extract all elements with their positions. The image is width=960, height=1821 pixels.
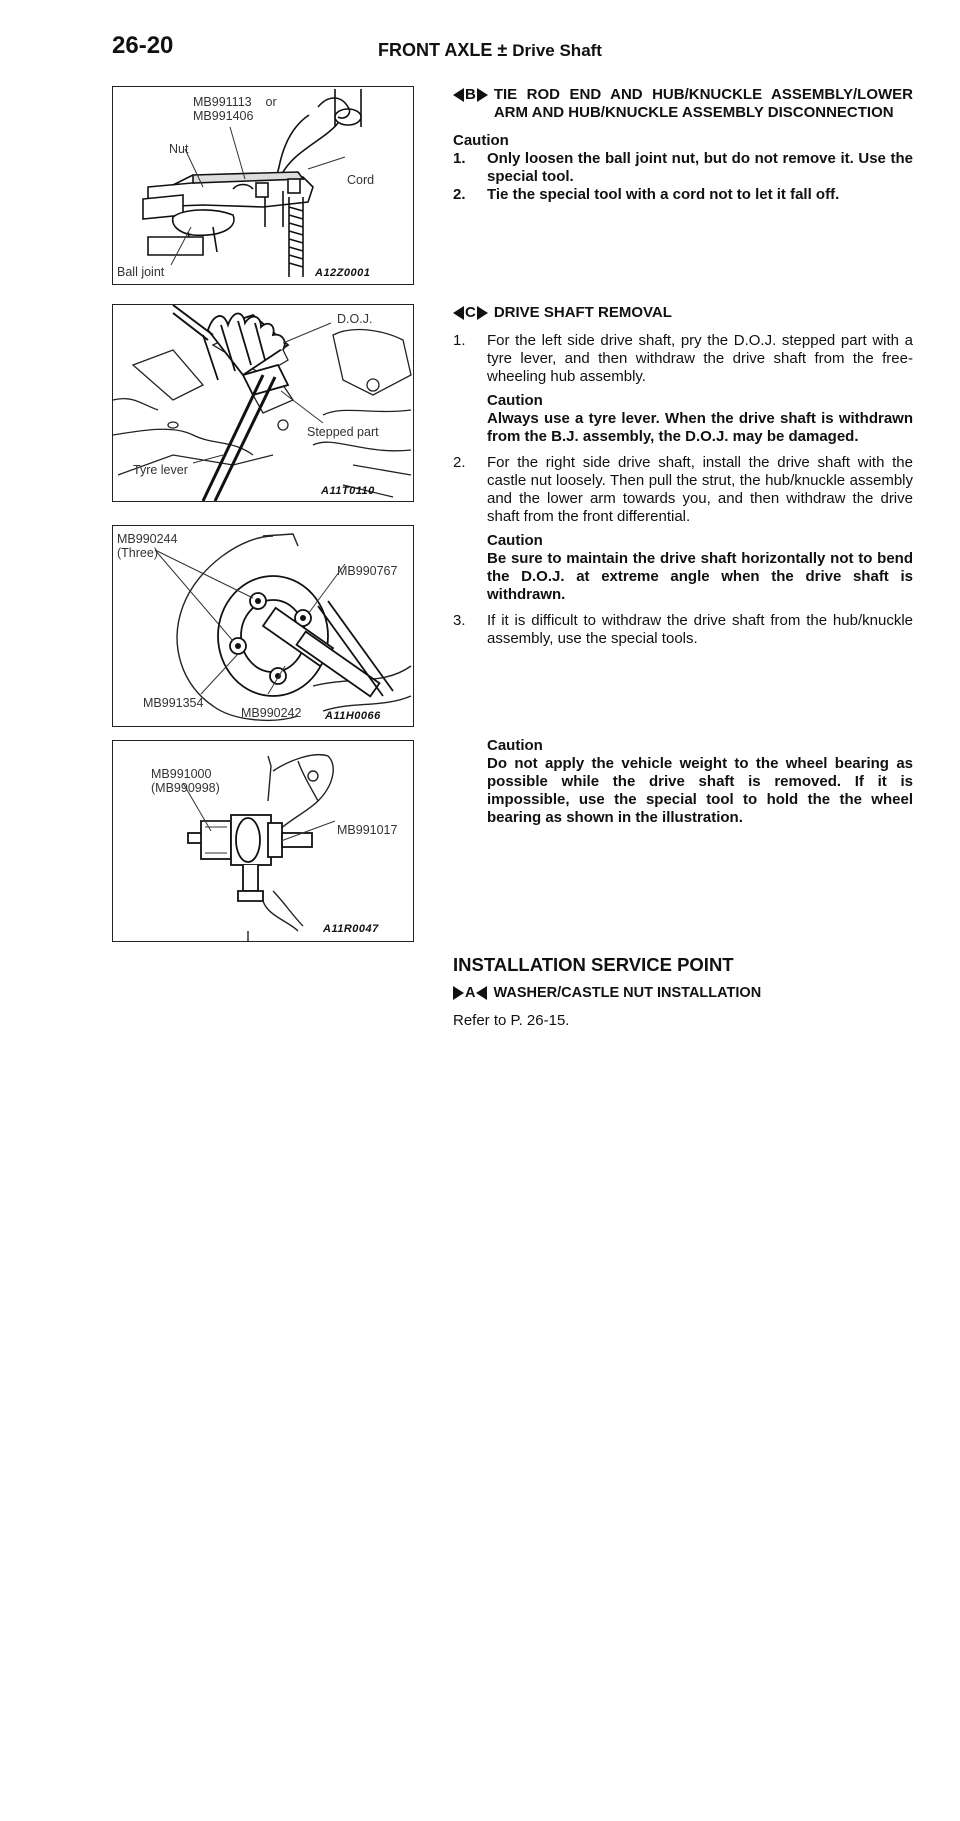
section-c-heading	[453, 304, 913, 322]
figure-code: A12Z0001	[315, 267, 371, 279]
step-2	[453, 454, 913, 526]
figure-tyre-lever	[112, 304, 414, 502]
installation-subheading	[453, 984, 913, 1002]
figure-puller-tools	[112, 525, 414, 727]
installation-heading: INSTALLATION SERVICE POINT	[453, 954, 734, 975]
step-number: 3.	[453, 612, 466, 629]
caution-text: Do not apply the vehicle weight to the wheel bearing as possible while the drive shaft is removed. If it is impossible, use the special tool to hold the the wheel bearing as shown in the illustration.	[487, 755, 913, 826]
step-text: For the right side drive shaft, install the drive shaft with the castle nut loosely. Then pull the strut, the hub/knuckle assembly and the lower arm towards you, and then withdraw the drive shaft from the front differential.	[487, 454, 913, 525]
item-number: 1.	[453, 150, 466, 167]
caution-label: Caution	[487, 532, 543, 549]
page-subtitle: Drive Shaft	[512, 41, 602, 60]
installation-subtitle: WASHER/CASTLE NUT INSTALLATION	[493, 985, 762, 1001]
step-3	[453, 612, 913, 648]
caution-text: Be sure to maintain the drive shaft horizontally not to bend the D.O.J. at extreme angle when the drive shaft is withdrawn.	[487, 550, 913, 603]
figure-code: A11R0047	[323, 923, 379, 935]
list-item	[453, 186, 913, 204]
section-marker	[453, 304, 488, 322]
label-mb990244: MB990244 (Three)	[117, 532, 178, 560]
label-mb991017: MB991017	[337, 823, 398, 837]
item-number: 2.	[453, 186, 466, 203]
label-mb991354: MB991354	[143, 696, 204, 710]
step-1	[453, 332, 913, 386]
page-title	[378, 40, 602, 61]
section-b-heading	[453, 86, 913, 122]
step-number: 2.	[453, 454, 466, 471]
list-item	[453, 150, 913, 186]
figure-bearing-holder	[112, 740, 414, 942]
label-cord: Cord	[347, 173, 375, 187]
arrow-right-icon	[477, 306, 488, 320]
installation-section	[453, 956, 913, 1030]
section-c-title: DRIVE SHAFT REMOVAL	[493, 304, 672, 321]
label-nut: Nut	[169, 142, 189, 156]
section-letter: C	[465, 304, 476, 321]
section-letter: A	[465, 985, 476, 1001]
step-number: 1.	[453, 332, 466, 349]
label-tool-mb991113: MB991113 or MB991406	[193, 95, 277, 123]
step-text: If it is difficult to withdraw the drive shaft from the hub/knuckle assembly, use the special tools.	[487, 612, 913, 647]
arrow-right-icon	[477, 88, 488, 102]
caution-text: Always use a tyre lever. When the drive shaft is withdrawn from the B.J. assembly, the D.O.J. may be damaged.	[487, 410, 913, 445]
caution-label: Caution	[487, 392, 543, 409]
section-c	[453, 304, 913, 648]
label-mb990242: MB990242	[241, 706, 302, 720]
figure-code: A11T0110	[321, 485, 375, 497]
caution-label: Caution	[453, 132, 509, 149]
figure-ball-joint-tool	[112, 86, 414, 285]
caution-label: Caution	[487, 737, 543, 754]
page-title-main: FRONT AXLE ±	[378, 40, 513, 60]
item-text: Only loosen the ball joint nut, but do not remove it. Use the special tool.	[487, 150, 913, 185]
page-number: 26-20	[112, 32, 174, 59]
section-letter: B	[465, 86, 476, 103]
arrow-left-icon	[453, 88, 464, 102]
label-stepped-part: Stepped part	[307, 425, 379, 439]
final-caution	[453, 737, 913, 827]
arrow-right-icon	[453, 986, 464, 1000]
arrow-left-icon	[453, 306, 464, 320]
section-marker	[453, 984, 487, 1002]
section-marker	[453, 86, 488, 104]
label-mb991000: MB991000 (MB990998)	[151, 767, 220, 795]
section-b-title: TIE ROD END AND HUB/KNUCKLE ASSEMBLY/LOWER ARM AND HUB/KNUCKLE ASSEMBLY DISCONNECTION	[493, 86, 913, 121]
label-mb990767: MB990767	[337, 564, 398, 578]
label-ball-joint: Ball joint	[117, 265, 165, 279]
figure-code: A11H0066	[325, 710, 381, 722]
label-tyre-lever: Tyre lever	[133, 463, 188, 477]
arrow-left-icon	[476, 986, 487, 1000]
item-text: Tie the special tool with a cord not to let it fall off.	[487, 186, 840, 203]
installation-text: Refer to P. 26-15.	[453, 1012, 570, 1029]
section-b	[453, 86, 913, 204]
label-doj: D.O.J.	[337, 312, 373, 326]
step-text: For the left side drive shaft, pry the D.O.J. stepped part with a tyre lever, and then withdraw the drive shaft from the free-wheeling hub assembly.	[487, 332, 913, 385]
